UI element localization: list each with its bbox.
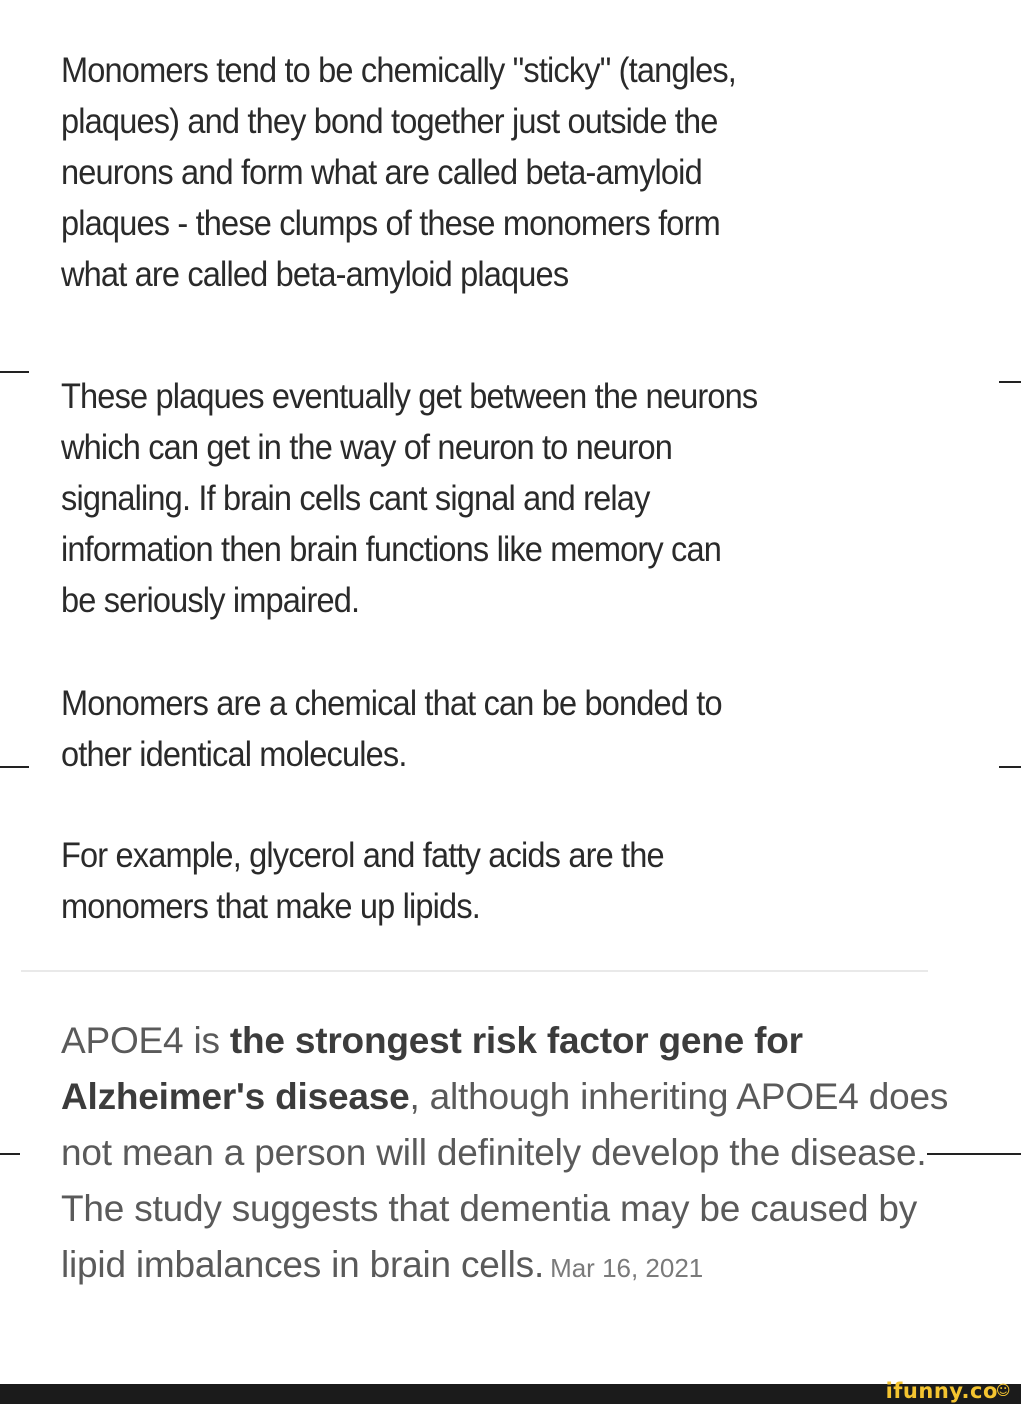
ifunny-watermark	[886, 1381, 1011, 1402]
paragraph-neuron-signaling	[61, 371, 917, 626]
edge-mark-left	[0, 371, 29, 373]
snippet-highlight: the strongest risk factor gene for Alzheimer's disease	[61, 1020, 803, 1117]
watermark-bar	[0, 1379, 1021, 1404]
text-line: neurons and form what are called beta-amyloid	[61, 153, 702, 192]
paragraph-lipid-example	[61, 830, 917, 932]
watermark-text: ifunny.co	[885, 1379, 998, 1403]
text-line: plaques - these clumps of these monomers form	[61, 204, 720, 243]
text-line: information then brain functions like memory can	[61, 530, 721, 569]
paragraph-beta-amyloid	[61, 45, 917, 300]
text-line: other identical molecules.	[61, 735, 407, 774]
text-line: plaques) and they bond together just outside the	[61, 102, 718, 141]
snippet-prefix: APOE4 is	[61, 1020, 230, 1061]
text-line: monomers that make up lipids.	[61, 887, 480, 926]
text-line: signaling. If brain cells cant signal and relay	[61, 479, 650, 518]
text-line: Monomers tend to be chemically "sticky" (tangles,	[61, 51, 736, 90]
snippet-date: Mar 16, 2021	[550, 1253, 704, 1283]
snippet-body: , although inheriting APOE4 does not mean a person will definitely develop the disease. The study suggests that dementia may be caused by lipid imbalances in brain cells.	[61, 1076, 949, 1285]
text-line: be seriously impaired.	[61, 581, 360, 620]
divider	[21, 970, 928, 972]
edge-mark-left	[0, 766, 29, 768]
edge-mark-right	[999, 381, 1021, 383]
text-line: Monomers are a chemical that can be bonded to	[61, 684, 722, 723]
text-line: For example, glycerol and fatty acids are the	[61, 836, 664, 875]
paragraph-monomer-definition	[61, 678, 917, 780]
text-line: what are called beta-amyloid plaques	[61, 255, 569, 294]
text-line: These plaques eventually get between the neurons	[61, 377, 758, 416]
edge-mark-left	[0, 1153, 20, 1155]
search-snippet	[61, 1013, 961, 1296]
edge-mark-right	[999, 766, 1021, 768]
text-line: which can get in the way of neuron to neuron	[61, 428, 672, 467]
smiley-icon: ☺	[995, 1383, 1011, 1399]
edge-mark-right	[927, 1153, 1021, 1155]
